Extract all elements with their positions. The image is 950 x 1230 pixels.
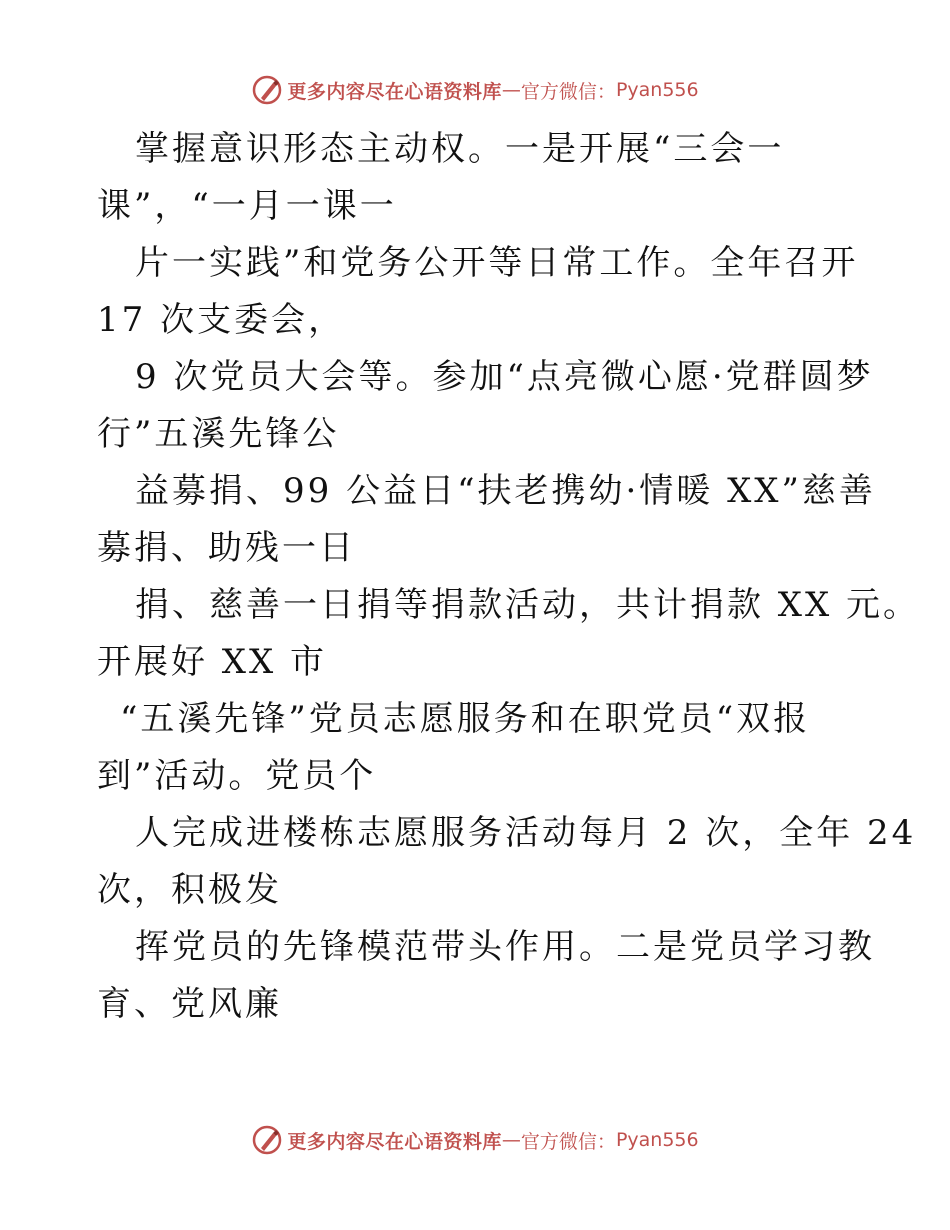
body-line: 片一实践”和党务公开等日常工作。全年召开 (135, 243, 859, 283)
body-line: 挥党员的先锋模范带头作用。二是党员学习教 (135, 927, 875, 967)
body-line: 捐、慈善一日捐等捐款活动，共计捐款 XX 元。 (135, 585, 921, 625)
header-banner (0, 70, 950, 110)
body-line: 17 次支委会， (97, 300, 346, 340)
body-line: 次，积极发 (97, 870, 282, 910)
body-line: 9 次党员大会等。参加“点亮微心愿·党群圆梦 (135, 357, 874, 397)
banner-text: 更多内容尽在心语资料库 (287, 1130, 502, 1153)
banner-wechat-label: 官方微信： (520, 1130, 616, 1153)
body-line: 行”五溪先锋公 (97, 414, 340, 454)
pen-logo-icon (251, 1124, 283, 1156)
banner-dash: — (501, 79, 521, 101)
body-line: “五溪先锋”党员志愿服务和在职党员“双报 (120, 699, 811, 739)
banner-wechat-id: Pyan556 (615, 79, 699, 101)
body-line: 课”，“一月一课一 (97, 186, 397, 226)
banner-dash: — (501, 1129, 521, 1151)
banner-wechat-id: Pyan556 (615, 1129, 699, 1151)
body-line: 募捐、助残一日 (97, 528, 356, 568)
body-line: 益募捐、99 公益日“扶老携幼·情暖 XX”慈善 (135, 471, 876, 511)
pen-logo-icon (251, 74, 283, 106)
body-line: 开展好 XX 市 (97, 642, 328, 682)
body-line: 人完成进楼栋志愿服务活动每月 2 次，全年 24 (135, 813, 917, 853)
footer-banner (0, 1120, 950, 1160)
body-line: 掌握意识形态主动权。一是开展“三会一 (135, 129, 785, 169)
banner-wechat-label: 官方微信： (520, 80, 616, 103)
banner-text: 更多内容尽在心语资料库 (287, 80, 502, 103)
body-line: 到”活动。党员个 (97, 756, 377, 796)
body-line: 育、党风廉 (97, 984, 282, 1024)
